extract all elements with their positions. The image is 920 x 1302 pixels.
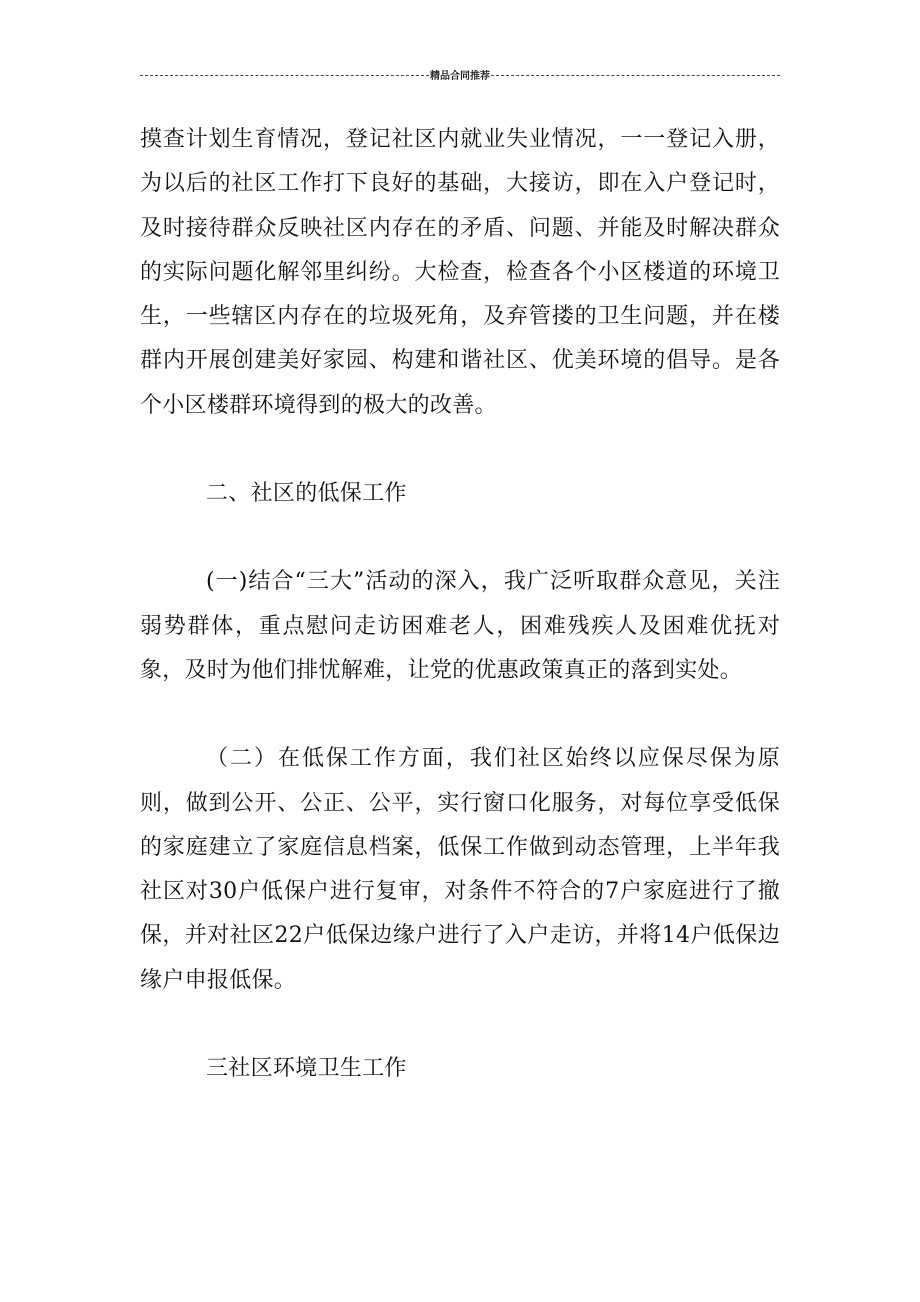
header-title: 精品合同推荐	[430, 70, 490, 82]
paragraph-item-1: (一)结合“三大”活动的深入，我广泛听取群众意见，关注弱势群体，重点慰问走访困难老人，困难残疾人及困难优抚对象，及时为他们排忧解难，让党的优惠政策真正的落到实处。	[140, 569, 780, 683]
document-body	[140, 118, 780, 1091]
paragraph-item-2: （二）在低保工作方面，我们社区始终以应保尽保为原则，做到公开、公正、公平，实行窗口化服务，对每位享受低保的家庭建立了家庭信息档案，低保工作做到动态管理，上半年我社区对30户低保户进行复审，对条件不符合的7户家庭进行了撤保，并对社区22户低保边缘户进行了入户走访，并将14户低保边缘户申报低保。	[140, 746, 780, 993]
header-dash-left	[140, 75, 429, 76]
paragraph-continuation: 摸查计划生育情况，登记社区内就业失业情况，一一登记入册，为以后的社区工作打下良好的基础，大接访，即在入户登记时，及时接待群众反映社区内存在的矛盾、问题、并能及时解决群众的实际问题化解邻里纠纷。大检查，检查各个小区楼道的环境卫生，一些辖区内存在的垃圾死角，及弃管搂的卫生问题，并在楼群内开展创建美好家园、构建和谐社区、优美环境的倡导。是各个小区楼群环境得到的极大的改善。	[140, 127, 780, 418]
section-heading-3: 三社区环境卫生工作	[206, 1056, 407, 1082]
header-dash-right	[491, 75, 780, 76]
section-heading-2: 二、社区的低保工作	[206, 481, 407, 507]
page-header	[140, 64, 780, 84]
